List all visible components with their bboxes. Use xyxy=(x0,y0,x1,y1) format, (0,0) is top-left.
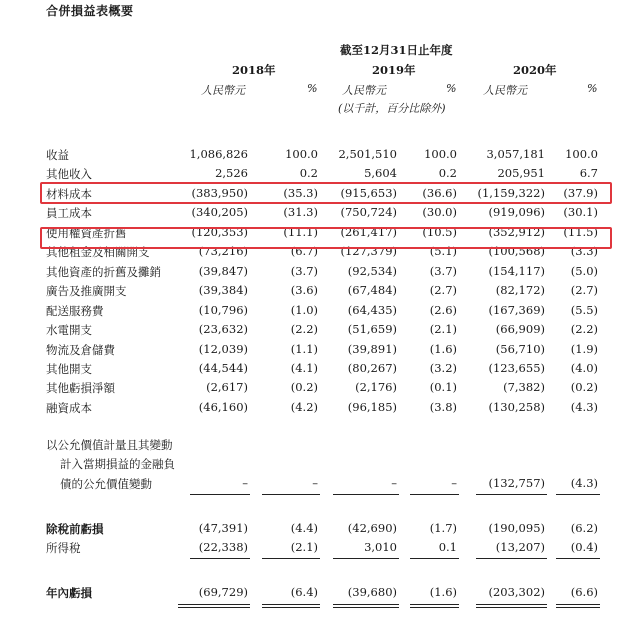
unit-note: (以千計，百分比除外) xyxy=(338,102,446,115)
value-2020-amount: (919,096) xyxy=(488,205,545,220)
currency-2018-header: 人民幣元 xyxy=(201,84,245,97)
value-2020-pct: (1.9) xyxy=(570,341,598,356)
row-label: 債的公允價值變動 xyxy=(60,477,152,491)
value-2019-amount: (67,484) xyxy=(347,283,397,298)
table-row xyxy=(0,264,635,280)
value-2018-amount: (47,391) xyxy=(198,521,248,535)
value-2020-amount: 3,057,181 xyxy=(486,147,545,161)
table-row xyxy=(0,361,635,377)
value-2019-pct: 0.1 xyxy=(438,540,457,554)
value-2019-pct: (5.1) xyxy=(429,244,457,259)
table-row-loss-before-tax xyxy=(0,521,635,537)
total-double-line xyxy=(262,604,320,608)
value-2020-amount: (66,909) xyxy=(495,322,545,337)
value-2019-amount: (96,185) xyxy=(347,399,397,414)
row-label: 年內虧損 xyxy=(46,586,92,600)
value-2019-pct: (0.1) xyxy=(429,380,457,395)
total-double-line xyxy=(476,604,547,608)
currency-2019-header: 人民幣元 xyxy=(342,84,386,97)
subtotal-line xyxy=(410,558,459,559)
row-label: 水電開支 xyxy=(46,323,92,338)
statement-title: 合併損益表概要 xyxy=(46,4,134,18)
value-2019-pct: 0.2 xyxy=(438,166,457,181)
value-2020-pct: (4.0) xyxy=(570,360,598,375)
period-header: 截至12月31日止年度 xyxy=(340,43,453,57)
row-label: 廣告及推廣開支 xyxy=(46,284,127,299)
subtotal-line xyxy=(476,558,547,559)
table-row xyxy=(0,205,635,221)
year-2019-header: 2019年 xyxy=(372,63,416,77)
value-2020-amount: (190,095) xyxy=(488,521,545,535)
value-2018-pct: (31.3) xyxy=(283,205,318,220)
table-row xyxy=(0,400,635,416)
value-2018-pct: (2.1) xyxy=(290,540,318,554)
total-double-line xyxy=(410,604,459,608)
value-2019-pct: (3.2) xyxy=(429,360,457,375)
value-2019-amount: 5,604 xyxy=(364,166,397,181)
row-label: 其他收入 xyxy=(46,167,92,182)
value-2018-amount: (69,729) xyxy=(198,585,248,599)
value-2020-pct: (6.2) xyxy=(570,521,598,535)
value-2019-pct: (2.6) xyxy=(429,302,457,317)
row-label: 除稅前虧損 xyxy=(46,522,104,536)
value-2020-pct: (30.1) xyxy=(563,205,598,220)
subtotal-line xyxy=(190,558,250,559)
table-row xyxy=(0,380,635,396)
value-2020-pct: (5.0) xyxy=(570,263,598,278)
row-label: 其他資產的折舊及攤銷 xyxy=(46,264,161,279)
value-2018-pct: (6.7) xyxy=(290,244,318,259)
value-2018-amount: – xyxy=(242,476,248,490)
subtotal-line xyxy=(556,494,600,495)
row-label: 其他租金及相關開支 xyxy=(46,245,150,260)
value-2019-pct: (1.6) xyxy=(429,341,457,356)
value-2019-amount: (51,659) xyxy=(347,322,397,337)
value-2018-pct: (6.4) xyxy=(290,585,318,599)
table-row xyxy=(0,147,635,163)
value-2020-amount: (167,369) xyxy=(488,302,545,317)
value-2018-pct: (3.6) xyxy=(290,283,318,298)
row-label: 計入當期損益的金融負 xyxy=(60,457,175,471)
row-label: 所得稅 xyxy=(46,541,81,555)
pct-2018-header: % xyxy=(307,82,318,95)
value-2019-pct: 100.0 xyxy=(424,147,457,161)
value-2018-amount: (44,544) xyxy=(198,360,248,375)
value-2019-amount: (80,267) xyxy=(347,360,397,375)
value-2020-pct: (4.3) xyxy=(570,399,598,414)
value-2020-pct: (0.2) xyxy=(570,380,598,395)
value-2018-amount: (120,353) xyxy=(191,224,248,239)
value-2019-amount: (64,435) xyxy=(347,302,397,317)
value-2020-amount: (352,912) xyxy=(488,224,545,239)
value-2018-pct: (1.0) xyxy=(290,302,318,317)
value-2020-amount: (100,568) xyxy=(488,244,545,259)
subtotal-line xyxy=(333,558,399,559)
table-row-fair-value-cont xyxy=(0,456,635,472)
value-2018-amount: (46,160) xyxy=(198,399,248,414)
value-2019-amount: (261,417) xyxy=(340,224,397,239)
subtotal-line xyxy=(262,494,320,495)
year-2020-header: 2020年 xyxy=(513,63,557,77)
value-2019-amount: 3,010 xyxy=(364,540,397,554)
value-2019-pct: (2.7) xyxy=(429,283,457,298)
pct-2020-header: % xyxy=(587,82,598,95)
value-2018-amount: (39,847) xyxy=(198,263,248,278)
row-label: 其他虧損淨額 xyxy=(46,381,115,396)
value-2019-amount: – xyxy=(391,476,397,490)
value-2018-pct: (35.3) xyxy=(283,185,318,200)
value-2018-pct: (0.2) xyxy=(290,380,318,395)
value-2018-amount: (73,216) xyxy=(198,244,248,259)
value-2020-amount: (82,172) xyxy=(495,283,545,298)
total-double-line xyxy=(178,604,250,608)
subtotal-line xyxy=(476,494,547,495)
value-2020-pct: (6.6) xyxy=(570,585,598,599)
value-2019-amount: (39,680) xyxy=(347,585,397,599)
value-2018-pct: (4.4) xyxy=(290,521,318,535)
value-2020-amount: (56,710) xyxy=(495,341,545,356)
value-2019-amount: (39,891) xyxy=(347,341,397,356)
value-2018-pct: (3.7) xyxy=(290,263,318,278)
value-2019-pct: (10.5) xyxy=(422,224,457,239)
value-2020-pct: (4.3) xyxy=(570,476,598,490)
subtotal-line xyxy=(190,494,250,495)
value-2019-pct: (1.7) xyxy=(429,521,457,535)
value-2018-pct: (4.2) xyxy=(290,399,318,414)
subtotal-line xyxy=(410,494,459,495)
value-2020-pct: (11.5) xyxy=(563,224,598,239)
value-2018-pct: (11.1) xyxy=(283,224,318,239)
subtotal-line xyxy=(333,494,399,495)
row-label: 融資成本 xyxy=(46,400,92,415)
value-2020-amount: (154,117) xyxy=(488,263,545,278)
table-row-fair-value xyxy=(0,437,635,453)
value-2018-amount: (10,796) xyxy=(198,302,248,317)
value-2020-pct: (0.4) xyxy=(570,540,598,554)
value-2019-pct: (1.6) xyxy=(429,585,457,599)
value-2019-amount: (127,379) xyxy=(340,244,397,259)
value-2018-amount: (23,632) xyxy=(198,322,248,337)
value-2019-pct: – xyxy=(451,476,457,490)
value-2020-amount: (130,258) xyxy=(488,399,545,414)
value-2018-pct: – xyxy=(312,476,318,490)
row-label: 收益 xyxy=(46,148,69,162)
value-2020-pct: (37.9) xyxy=(563,185,598,200)
value-2020-amount: (123,655) xyxy=(488,360,545,375)
value-2018-pct: (1.1) xyxy=(290,341,318,356)
table-row xyxy=(0,283,635,299)
value-2020-amount: (132,757) xyxy=(488,476,545,490)
table-row xyxy=(0,303,635,319)
value-2018-amount: 2,526 xyxy=(215,166,248,181)
value-2020-pct: (3.3) xyxy=(570,244,598,259)
value-2019-amount: (915,653) xyxy=(340,185,397,200)
value-2018-amount: (12,039) xyxy=(198,341,248,356)
row-label: 材料成本 xyxy=(46,186,92,201)
value-2020-pct: (2.2) xyxy=(570,322,598,337)
highlight-depreciation xyxy=(40,224,612,249)
currency-2020-header: 人民幣元 xyxy=(483,84,527,97)
value-2018-pct: 100.0 xyxy=(285,147,318,161)
value-2019-pct: (2.1) xyxy=(429,322,457,337)
value-2018-amount: (383,950) xyxy=(191,185,248,200)
value-2018-amount: 1,086,826 xyxy=(189,147,248,161)
value-2018-amount: (2,617) xyxy=(206,380,248,395)
value-2018-pct: (4.1) xyxy=(290,360,318,375)
value-2019-amount: (42,690) xyxy=(347,521,397,535)
table-row xyxy=(0,342,635,358)
row-label: 物流及倉儲費 xyxy=(46,342,115,357)
value-2020-amount: (203,302) xyxy=(488,585,545,599)
total-double-line xyxy=(333,604,399,608)
value-2019-amount: (2,176) xyxy=(355,380,397,395)
value-2018-pct: 0.2 xyxy=(299,166,318,181)
value-2020-amount: 205,951 xyxy=(497,166,545,181)
value-2020-pct: (2.7) xyxy=(570,283,598,298)
value-2018-pct: (2.2) xyxy=(290,322,318,337)
table-row-loss-for-year xyxy=(0,585,635,601)
row-label: 員工成本 xyxy=(46,206,92,221)
row-label: 使用權資產折舊 xyxy=(46,225,127,240)
value-2020-pct: 100.0 xyxy=(565,147,598,161)
table-row-fair-value-cont xyxy=(0,476,635,492)
year-2018-header: 2018年 xyxy=(232,63,276,77)
pct-2019-header: % xyxy=(446,82,457,95)
subtotal-line xyxy=(262,558,320,559)
value-2020-amount: (7,382) xyxy=(503,380,545,395)
value-2018-amount: (22,338) xyxy=(198,540,248,554)
value-2020-pct: 6.7 xyxy=(579,166,598,181)
row-label: 配送服務費 xyxy=(46,303,104,318)
value-2019-amount: 2,501,510 xyxy=(338,147,397,161)
value-2019-pct: (3.8) xyxy=(429,399,457,414)
row-label: 以公允價值計量且其變動 xyxy=(46,438,173,452)
table-row-income-tax xyxy=(0,540,635,556)
value-2018-amount: (340,205) xyxy=(191,205,248,220)
value-2019-pct: (3.7) xyxy=(429,263,457,278)
value-2020-pct: (5.5) xyxy=(570,302,598,317)
value-2018-amount: (39,384) xyxy=(198,283,248,298)
value-2020-amount: (1,159,322) xyxy=(477,185,545,200)
value-2019-pct: (30.0) xyxy=(422,205,457,220)
highlight-material-cost xyxy=(40,182,612,204)
value-2020-amount: (13,207) xyxy=(495,540,545,554)
value-2019-amount: (92,534) xyxy=(347,263,397,278)
row-label: 其他開支 xyxy=(46,361,92,376)
total-double-line xyxy=(556,604,600,608)
value-2019-amount: (750,724) xyxy=(340,205,397,220)
value-2019-pct: (36.6) xyxy=(422,185,457,200)
table-row xyxy=(0,322,635,338)
subtotal-line xyxy=(556,558,600,559)
table-row xyxy=(0,166,635,182)
